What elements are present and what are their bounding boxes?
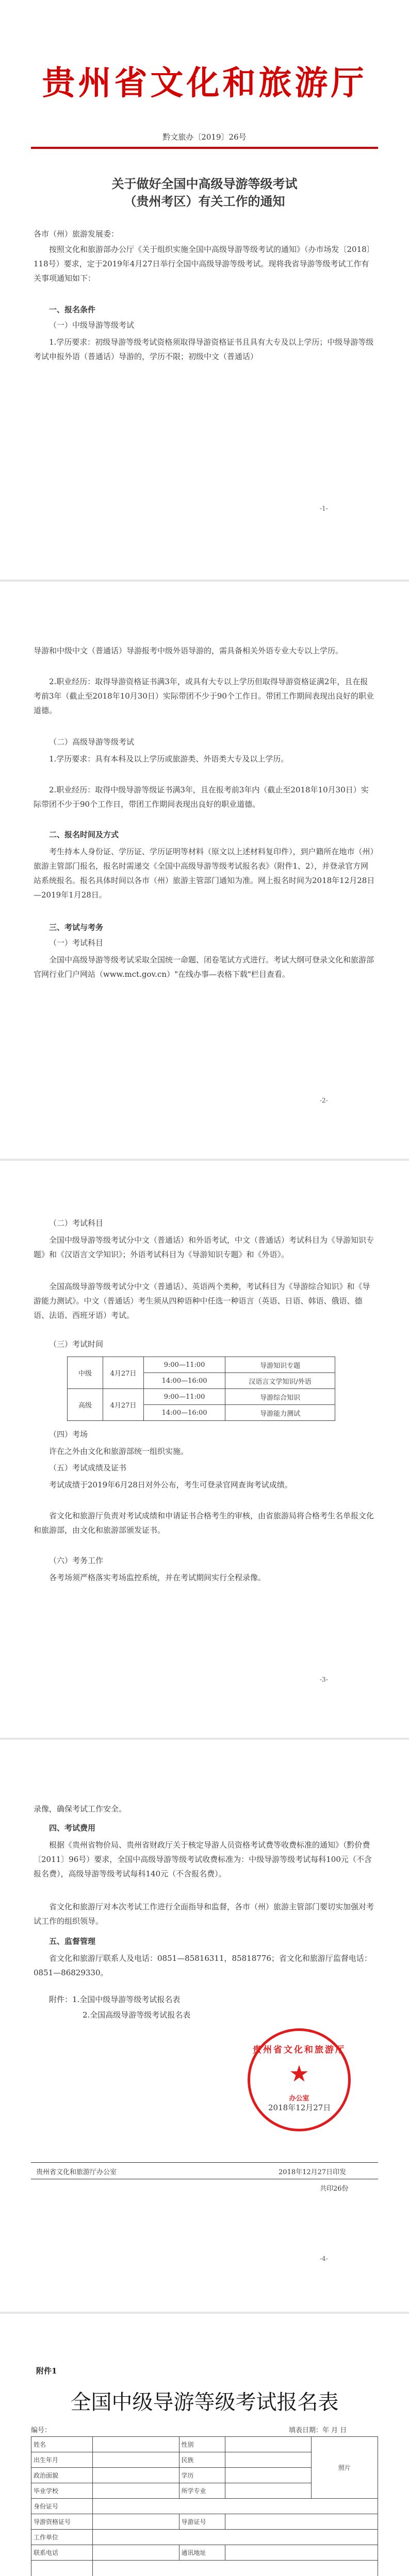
section-3-6-a: 各考场须严格落实考场监控系统，并在考试期间实行全程录像。 [49, 1573, 266, 1582]
section-1-heading: 一、报名条件 [49, 305, 96, 314]
section-3-2-c: 全国高级导游等级考试分中文（普通话）、英语两个类种，考试科目为《导游综合知识》和《导游能力测试》。中文（普通话）考生须从四种语种中任选一种语言（英语、日语、韩语、俄语、德语、法语、西班牙语）考试。 [34, 1282, 370, 1320]
schedule-date: 4月27日 [103, 1357, 144, 1389]
section-4-a: 根据《贵州省物价局、贵州省财政厅关于核定导游人员资格考试费等收费标准的通知》（黔价费〔2011〕96号）要求，全国中高级导游等级考试收费标准为：中级导游等级考试每科100元（不含报名费），高级导游等级考试每科140元（不含报名费）。 [34, 1840, 372, 1878]
sign-date: 2018年12月27日 [268, 2103, 331, 2112]
section-3-5-a: 考试成绩于2019年6月28日对外公布，考生可登录官网查询考试成绩。 [49, 1480, 292, 1489]
annex-1-label: 附件1 [36, 2366, 57, 2376]
schedule-level: 高级 [68, 1389, 103, 1421]
page-number-2: -2- [320, 1097, 328, 1104]
schedule-subject: 导游综合知识 [225, 1389, 335, 1405]
exam-schedule-table [67, 1357, 335, 1421]
schedule-time: 14:00—16:00 [144, 1405, 225, 1421]
section-3-4-heading: （四）考场 [49, 1430, 88, 1439]
section-4-heading: 四、考试费用 [49, 1823, 96, 1833]
section-3-2-heading: （二）考试科目 [49, 1218, 104, 1228]
table-row [68, 1357, 335, 1373]
section-3-1-a: 全国中高级导游等级考试采取全国统一命题、闭卷笔试方式进行。考试大纲可登录文化和旅游部官网行业门户网站（www.mct.gov.cn）"在线办事—表格下载"栏目查看。 [34, 955, 374, 979]
section-4-b: 省文化和旅游厅对本次考试工作进行全面指导和监督，各市（州）旅游主管部门要切实加强对考试工作的组织领导。 [34, 1902, 374, 1926]
section-2-heading: 二、报名时间及方式 [49, 830, 119, 839]
annex-1-serial: 编号： [31, 2427, 52, 2434]
seal-bottom-text: 办公室 [289, 2095, 309, 2103]
schedule-time: 14:00—16:00 [144, 1373, 225, 1389]
schedule-subject: 导游知识专题 [225, 1357, 335, 1373]
section-1-1-c: 2.职业经历：取得导游资格证书满3年，或具有大专以上学历但取得导游资格证满2年，且在报考前3年（截止至2018年10月30日）实际带团不少于90个工作日。带团工作期间表现出良好的职业道德。 [34, 677, 374, 715]
page-4 [0, 1740, 409, 2312]
schedule-subject: 汉语言文学知识/外语 [225, 1373, 335, 1389]
section-3-2-b: 全国中级导游等级考试分中文（普通话）和外语考试，中文（普通话）考试科目为《导游知识专题》和《汉语言文学知识》；外语考试科目为《导游知识专题》和《外语》。 [34, 1235, 374, 1259]
section-1-1-b: 导游和中级中文（普通话）导游报考中级外语导游的，需具备相关外语专业大专以上学历。 [34, 646, 343, 655]
schedule-time: 9:00—11:00 [144, 1357, 225, 1373]
section-1-2-heading: （二）高级导游等级考试 [49, 737, 135, 747]
star-icon: ★ [289, 2061, 309, 2087]
page-5-annex-1 [0, 2314, 409, 2576]
seal-text: 贵州省文化和旅游厅 [253, 2045, 346, 2055]
attachment-1-ref: 附件：1.全国中级导游等级考试报名表 [49, 1995, 181, 2004]
page-2 [0, 582, 409, 1159]
doc-title-line1: 关于做好全国中高级导游等级考试 [111, 176, 298, 191]
section-3-6-b: 录像，确保考试工作安全。 [34, 1804, 127, 1814]
intro-paragraph: 按照文化和旅游部办公厅《关于组织实施全国中高级导游等级考试的通知》（办市场发〔2018〕118号）要求，定于2019年4月27日举行全国中高级导游等级考试。现将我省导游等级考试工作有关事项通知如下： [34, 245, 374, 283]
section-2-a: 考生持本人身份证、学历证、学历证明等材料（原文以上述材料复印件），到户籍所在地市（州）旅游主管部门报名，报名时需递交《全国中高级导游等级考试报名表》（附件1、2），并登录官方网站系统报名。报名具体时间以各市（州）旅游主管部门通知为准。网上报名时间为2018年12月28日—2019年1月28日。 [34, 847, 375, 900]
page-number-4: -4- [320, 2255, 328, 2262]
red-divider [31, 147, 378, 149]
section-3-4-a: 许在之外由文化和旅游部统一组织实施。 [49, 1447, 189, 1456]
section-3-heading: 三、考试与考务 [49, 923, 104, 932]
footer-rule-top [31, 2162, 378, 2163]
section-1-2-b: 2.职业经历：取得中级导游等级证书满3年，且在报考前3年内（截止至2018年10月30日）实际带团不少于90个工作日，带团工作期间表现出良好的职业道德。 [34, 785, 369, 809]
attachment-2-ref: 2.全国高级导游等级考试报名表 [83, 2010, 191, 2020]
section-3-5-b: 省文化和旅游厅负责对考试成绩和申请证书合格考生的审核，由省旅游局将合格考生名单报文化和旅游部，由文化和旅游部颁发证书。 [34, 1511, 374, 1535]
section-1-1-heading: （一）中级导游等级考试 [49, 320, 135, 330]
salutation: 各市（州）旅游发展委： [34, 229, 119, 239]
copies-count: 共印26份 [320, 2185, 349, 2193]
org-title: 贵州省文化和旅游厅 [42, 64, 367, 103]
photo-placeholder: 照片 [312, 2437, 378, 2499]
section-3-5-heading: （五）考试成绩及证书 [49, 1463, 127, 1472]
schedule-level: 中级 [68, 1357, 103, 1389]
page-3 [0, 1161, 409, 1738]
footer-issuer: 贵州省文化和旅游厅办公室 [36, 2168, 117, 2176]
annex-1-form-table: 姓名 性别 照片 出生年月 民族 政治面貌 学历 毕业学校 所学专业 身份证号 导游资格证号 导游证号 工作单位 联系电话 通讯地址 [31, 2436, 378, 2576]
doc-number: 黔文旅办〔2019〕26号 [162, 132, 247, 142]
annex-1-title: 全国中级导游等级考试报名表 [70, 2391, 339, 2414]
footer-issue-date: 2018年12月27日印发 [279, 2168, 347, 2176]
table-row [68, 1389, 335, 1405]
official-seal [248, 2028, 351, 2131]
page-number-1: -1- [320, 505, 328, 512]
annex-1-fill-date: 填表日期：年 月 日 [289, 2427, 347, 2434]
page-1 [0, 0, 409, 580]
section-3-1-heading: （一）考试科目 [49, 938, 104, 947]
section-1-1-a: 1.学历要求：初级导游等级考试资格须取得导游资格证书且具有大专及以上学历；中级导游等级考试申报外语（普通话）导游的，学历不限；初级中文（普通话） [34, 337, 374, 361]
schedule-subject: 导游能力测试 [225, 1405, 335, 1421]
section-1-2-a: 1.学历要求：具有本科及以上学历或旅游类、外语类大专及以上学历。 [49, 754, 289, 764]
doc-title-line2: （贵州考区）有关工作的通知 [124, 194, 285, 209]
section-5-a: 省文化和旅游厅联系人及电话：0851—85816311，85818776；省文化和旅游厅监督电话：0851—86829330。 [34, 1954, 372, 1977]
schedule-date: 4月27日 [103, 1389, 144, 1421]
section-5-heading: 五、监督管理 [49, 1937, 96, 1946]
page-number-3: -3- [320, 1676, 328, 1683]
section-3-6-heading: （六）考务工作 [49, 1556, 104, 1565]
schedule-time: 9:00—11:00 [144, 1389, 225, 1405]
section-3-3-heading: （三）考试时间 [49, 1340, 104, 1349]
